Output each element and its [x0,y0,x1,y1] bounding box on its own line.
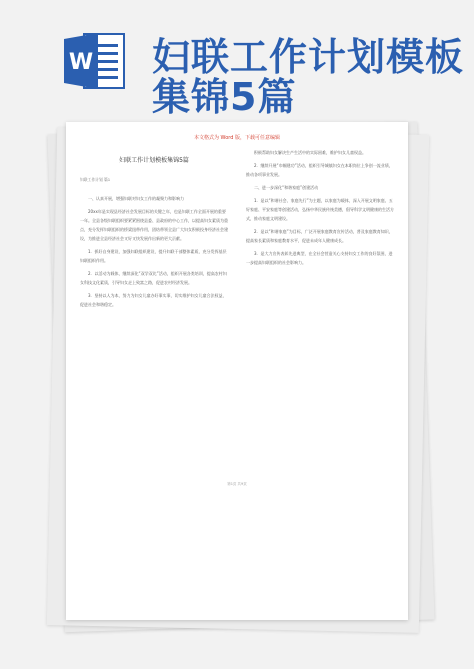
document-right-column [246,148,394,271]
banner-title-line-2: 集锦5篇 [152,75,297,119]
svg-text:W: W [68,50,94,75]
left-paragraph: 20xx年是实现县经济社会发展目标的关键之年，也是妇联工作全面开展的重要一年。全县各级妇联组织要紧紧围绕县委、县政府的中心工作，以提高妇女素质为重点，充分发挥妇联组织的桥梁纽带作用，团结带领全县广大妇女积极投身经济社会建设，为推进全县经济社会又好又快发展作出新的更大贡献。 [80,209,228,241]
document-subtitle: 妇联工作计划 篇1 [80,177,111,182]
document-title: 妇联工作计划模板集锦5篇 [119,157,189,164]
document-page [66,122,408,620]
left-paragraph: 一、认真开展，增强妇联对妇女工作的凝聚力和影响力 [88,196,184,201]
right-paragraph: 积极帮助妇女解决生产生活中的实际困难，维护妇女儿童权益。 [254,150,366,155]
editable-notice: 本文格式为 Word 版，下载可任意编辑 [193,135,281,141]
word-icon [64,32,126,90]
right-paragraph: 3．是大力宣传表彰先进典型，在全社会营造关心支持妇女工作的良好氛围，进一步提高妇联组织的社会影响力。 [246,251,393,265]
right-paragraph: 2．继续开展“巾帼建功”活动，组织引导城镇妇女在本职岗位上争创一流业绩，推动各项事业发展。 [246,163,393,177]
banner [0,0,474,119]
banner-title-line-1: 妇联工作计划模板 [152,35,465,79]
right-paragraph: 1．是以“和谐社会、家庭先行”为主题，以家庭为载体，深入开展文明家庭、五好家庭、平安家庭等创建活动，弘扬中华民族传统美德，倡导科学文明健康的生活方式，推动家庭文明建设。 [246,198,394,221]
document-left-column [80,148,228,313]
left-paragraph: 3．坚持以人为本，努力为妇女儿童办好事实事，切实维护妇女儿童合法权益，促进社会和谐稳定。 [80,293,227,307]
right-paragraph: 2．是以“和谐家庭”为目标，广泛开展家庭教育宣传活动，普及家庭教育知识，提高家长素质和家庭教育水平，促进未成年人健康成长。 [246,229,393,243]
page-footer: 第1页 共9页 [227,482,247,486]
left-paragraph: 2．以活动为载体，继续深化“双学双比”活动，组织开展各类培训，提高农村妇女科技文化素质，引导妇女走上致富之路，促进农村经济发展。 [80,271,227,285]
left-paragraph: 1．抓好自身建设，加强妇联组织建设，提升妇联干部整体素质，充分发挥基层妇联组织作用。 [80,249,227,263]
right-paragraph: 二、进一步深化“和谐家庭”创建活动 [254,185,319,190]
